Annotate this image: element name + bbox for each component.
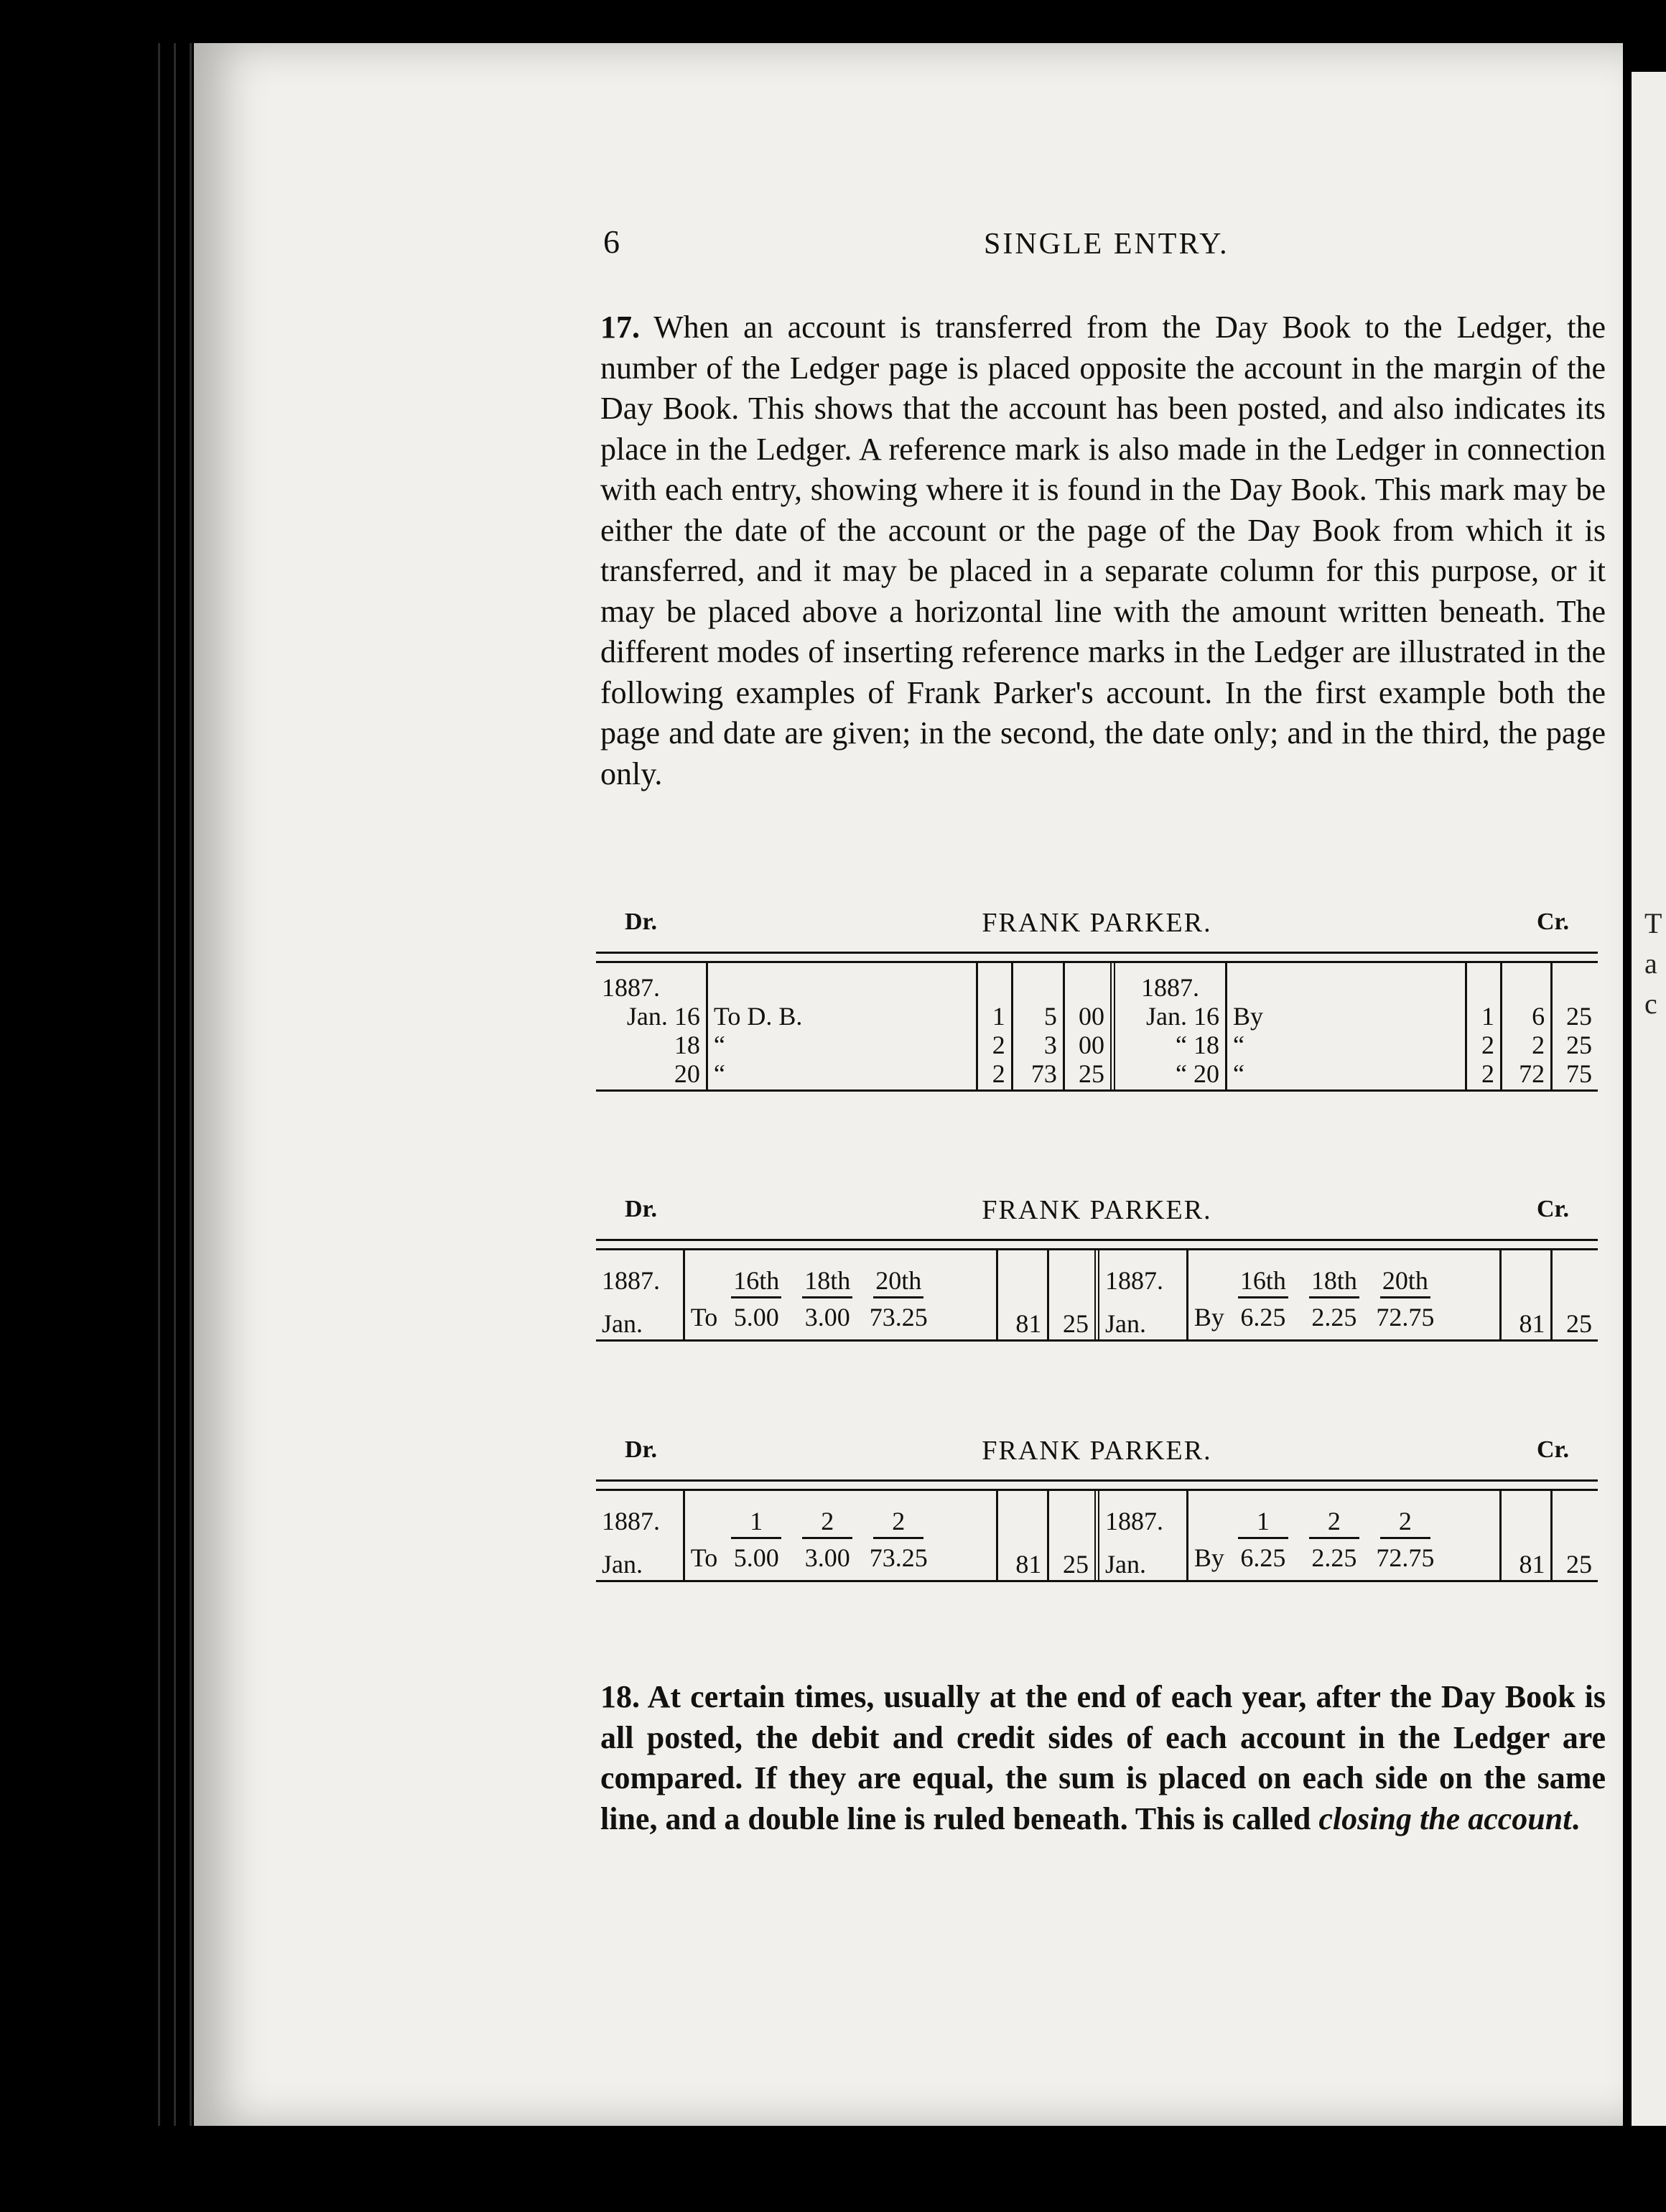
total-cents: 25 [1048,1491,1097,1580]
amount: 3.00 [804,1303,850,1332]
entry [866,1266,931,1332]
amount: 72.75 [1376,1303,1435,1332]
cents: 25 [1566,1031,1592,1059]
cents: 75 [1566,1059,1592,1088]
folio: 1 [1481,1002,1494,1031]
reference-mark: 1 [731,1507,781,1539]
month: Jan. [602,1309,643,1338]
credit-detail-cell [1187,1250,1500,1339]
facing-page-fragment: a [1644,947,1657,980]
dollars: 73 [1030,1059,1057,1088]
credit-label: Cr. [1536,1196,1569,1222]
page-header [603,223,1609,273]
credit-folio-cell [1466,963,1501,1089]
year: 1887. [1140,973,1199,1002]
debit-dollars-cell [1012,963,1064,1089]
total-dollars: 81 [997,1250,1048,1339]
folio: 1 [992,1002,1005,1031]
double-rule [596,1239,1598,1250]
page-number: 6 [603,223,620,260]
year: 1887. [602,1507,660,1535]
entry [1231,1266,1295,1332]
month: Jan. [602,1550,643,1579]
debit-date-cell [596,963,707,1089]
amount: 6.25 [1240,1543,1286,1572]
running-title: SINGLE ENTRY. [984,228,1229,261]
paragraph-18 [600,1677,1606,1839]
prefix: To [690,1543,718,1572]
ledger-example-3 [596,1429,1598,1582]
debit-cents-cell [1064,963,1112,1089]
ledger-heading [596,1189,1598,1239]
entry [1231,1507,1295,1572]
page-edge [158,43,160,2126]
total-dollars: 81 [1500,1491,1552,1580]
table-row [596,1250,1598,1339]
table-row [596,963,1598,1089]
emphasis-term: closing the account [1318,1800,1572,1836]
amount: 73.25 [869,1543,928,1572]
cents: 00 [1078,1002,1104,1031]
reference-mark: 20th [873,1266,923,1298]
credit-particulars-cell [1226,963,1466,1089]
year: 1887. [602,973,660,1002]
date: Jan. 16 [626,1002,700,1031]
year: 1887. [1104,1507,1163,1535]
dollars: 2 [1532,1031,1545,1059]
credit-date-cell [1112,963,1226,1089]
year: 1887. [602,1266,660,1295]
amount: 72.75 [1376,1543,1435,1572]
reference-mark: 16th [731,1266,781,1298]
particulars: To D. B. [713,1002,803,1031]
ledger-table [596,1491,1598,1580]
ledger-heading [596,1429,1598,1479]
entry [724,1266,788,1332]
credit-cents-cell [1552,963,1598,1089]
particulars: “ [1232,1059,1244,1088]
reference-mark: 18th [1309,1266,1359,1298]
cents: 25 [1078,1059,1104,1088]
particulars: “ [713,1031,725,1059]
debit-detail-cell [684,1250,997,1339]
debit-label: Dr. [625,1196,658,1222]
reference-mark: 2 [1380,1507,1430,1539]
date: 18 [674,1031,700,1059]
total-cents: 25 [1552,1491,1598,1580]
entry [866,1507,931,1572]
ledger-table [596,1250,1598,1339]
credit-detail-cell [1187,1491,1500,1580]
amount: 5.00 [733,1543,779,1572]
total-cents: 25 [1552,1250,1598,1339]
entry [1302,1507,1367,1572]
credit-date-cell [1097,1491,1187,1580]
reference-mark: 18th [802,1266,852,1298]
account-name: FRANK PARKER. [982,1436,1212,1466]
reference-mark: 2 [873,1507,923,1539]
date: “ 20 [1175,1059,1219,1088]
entry [795,1266,860,1332]
account-name: FRANK PARKER. [982,1195,1212,1225]
page-edge [174,43,176,2126]
reference-mark: 2 [1309,1507,1359,1539]
date: Jan. 16 [1145,1002,1219,1031]
folio: 2 [992,1031,1005,1059]
folio: 2 [1481,1031,1494,1059]
debit-label: Dr. [625,1436,658,1463]
dollars: 3 [1043,1031,1057,1059]
bottom-rule [596,1339,1598,1342]
page-edge [190,43,192,2126]
date: 20 [674,1059,700,1088]
prefix: By [1193,1543,1224,1572]
double-rule [596,1479,1598,1491]
ledger-table [596,963,1598,1089]
cents: 00 [1078,1031,1104,1059]
total-cents: 25 [1048,1250,1097,1339]
folio: 2 [992,1059,1005,1088]
account-name: FRANK PARKER. [982,908,1212,938]
debit-date-cell [596,1250,684,1339]
prefix: By [1193,1303,1224,1332]
month: Jan. [1104,1309,1146,1338]
reference-mark: 20th [1380,1266,1430,1298]
prefix: To [690,1303,718,1332]
amount: 73.25 [869,1303,928,1332]
credit-label: Cr. [1536,1436,1569,1463]
credit-label: Cr. [1536,908,1569,935]
debit-date-cell [596,1491,684,1580]
cents: 25 [1566,1002,1592,1031]
dollars: 72 [1519,1059,1545,1088]
total-dollars: 81 [1500,1250,1552,1339]
dollars: 6 [1532,1002,1545,1031]
bottom-rule [596,1089,1598,1092]
dollars: 5 [1043,1002,1057,1031]
entry [795,1507,860,1572]
ledger-example-1 [596,901,1598,1092]
debit-particulars-cell [707,963,977,1089]
paragraph-end: . [1571,1800,1580,1836]
paragraph-17 [600,307,1606,794]
ledger-example-2 [596,1189,1598,1342]
facing-page-strip [1632,72,1666,2126]
total-dollars: 81 [997,1491,1048,1580]
facing-page-fragment: T [1644,907,1662,939]
year: 1887. [1104,1266,1163,1295]
paragraph-text: When an account is transferred from the Day Book to the Ledger, the number of the Ledger page is placed opposite the account in the margin of the Day Book. This shows that the account has been posted, and also indicates its place in the Ledger. A reference mark is also made in the Ledger in connection with each entry, showing where it is found in the Day Book. This mark may be either the date of the account or the page of the Day Book from which it is transferred, and it may be placed in a separate column for this purpose, or it may be placed above a horizontal line with the amount written beneath. The different modes of inserting reference marks in the Ledger are illustrated in the following examples of Frank Parker's account. In the first example both the page and date are given; in the second, the date only; and in the third, the page only. [600,310,1606,791]
debit-label: Dr. [625,908,658,935]
reference-mark: 16th [1238,1266,1288,1298]
entry [1373,1266,1438,1332]
amount: 6.25 [1240,1303,1286,1332]
facing-page-fragment: c [1644,988,1657,1020]
table-row [596,1491,1598,1580]
paragraph-text: At certain times, usually at the end of each year, after the Day Book is all posted, the debit and credit sides of each account in the Ledger are compared. If they are equal, the sum is placed on each side on the same line, and a double line is ruled beneath. This is called [600,1679,1606,1836]
entry [724,1507,788,1572]
particulars: “ [1232,1031,1244,1059]
credit-date-cell [1097,1250,1187,1339]
paragraph-number: 18. [600,1679,640,1714]
double-rule [596,952,1598,963]
credit-dollars-cell [1501,963,1551,1089]
folio: 2 [1481,1059,1494,1088]
date: “ 18 [1175,1031,1219,1059]
ledger-heading [596,901,1598,952]
entry [1373,1507,1438,1572]
debit-folio-cell [977,963,1012,1089]
entry [1302,1266,1367,1332]
debit-detail-cell [684,1491,997,1580]
amount: 2.25 [1311,1543,1357,1572]
reference-mark: 1 [1238,1507,1288,1539]
amount: 3.00 [804,1543,850,1572]
particulars: “ [713,1059,725,1088]
reference-mark: 2 [802,1507,852,1539]
month: Jan. [1104,1550,1146,1579]
amount: 2.25 [1311,1303,1357,1332]
particulars: By [1232,1002,1263,1031]
amount: 5.00 [733,1303,779,1332]
bottom-rule [596,1580,1598,1582]
paragraph-number: 17. [600,310,640,345]
